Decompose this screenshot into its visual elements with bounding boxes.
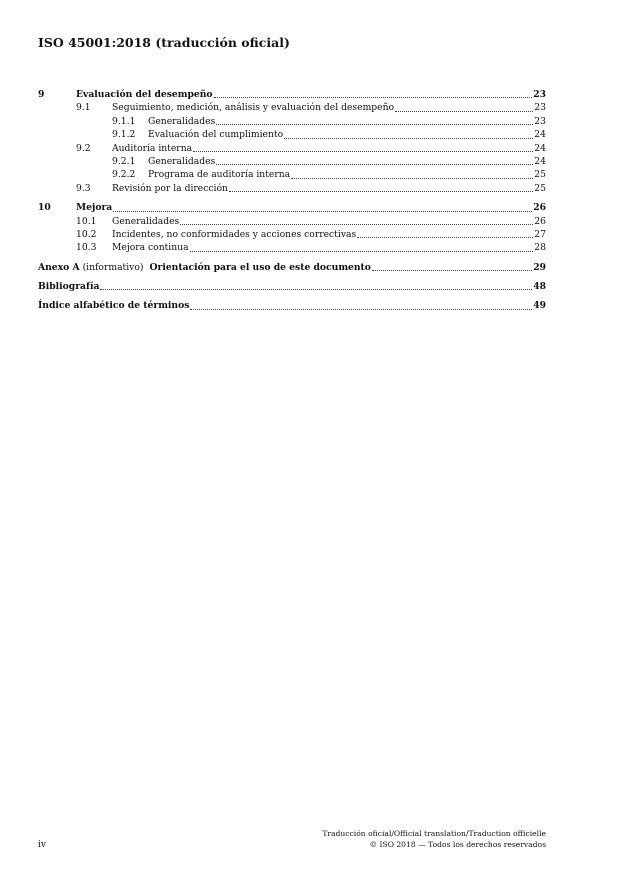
toc-entry-number: 10.1: [76, 215, 97, 227]
dot-leader: [395, 111, 533, 112]
dot-leader: [357, 237, 533, 238]
toc-entry-number: 10: [38, 202, 51, 214]
toc-entry-annex-a[interactable]: [38, 261, 546, 274]
toc-entry-page: 24: [534, 129, 546, 141]
toc-entry-page: 49: [533, 300, 546, 312]
toc-entry-title: Mejora: [76, 202, 113, 214]
dot-leader: [291, 178, 533, 179]
toc-entry-10-1[interactable]: [38, 215, 546, 228]
toc-entry-page: 23: [534, 115, 546, 127]
toc-entry-title: Mejora continua: [112, 242, 189, 254]
toc-entry-page: 23: [534, 102, 546, 114]
dot-leader: [190, 309, 532, 310]
dot-leader: [180, 224, 533, 225]
toc-entry-title: Auditoría interna: [112, 142, 193, 154]
dot-leader: [216, 124, 533, 125]
toc-entry-number: 10.3: [76, 242, 97, 254]
toc-entry-title: Generalidades: [148, 115, 216, 127]
toc-entry-page: 27: [534, 228, 546, 240]
toc-entry-title: Índice alfabético de términos: [38, 300, 190, 312]
dot-leader: [214, 97, 533, 98]
dot-leader: [216, 164, 533, 165]
toc-entry-title: Generalidades: [148, 155, 216, 167]
toc-entry-number: 9: [38, 89, 45, 100]
toc-entry-9-1-2[interactable]: [38, 128, 546, 141]
toc-entry-number: 9.3: [76, 182, 91, 194]
toc-entry-page: 25: [534, 182, 546, 194]
dot-leader: [193, 151, 533, 152]
toc-entry-title: Bibliografía: [38, 281, 100, 293]
toc-entry-9-1-1[interactable]: [38, 115, 546, 128]
toc-entry-number: 9.2.1: [112, 155, 136, 167]
dot-leader: [229, 191, 533, 192]
dot-leader: [190, 251, 533, 252]
dot-leader: [284, 138, 533, 139]
footer-copyright-block: [322, 829, 546, 850]
toc-entry-page: 26: [534, 215, 546, 227]
toc-entry-number: 10.2: [76, 228, 97, 240]
toc-entry-9-2-2[interactable]: [38, 168, 546, 181]
toc-entry-page: 29: [533, 261, 546, 273]
toc-entry-10-3[interactable]: [38, 241, 546, 254]
toc-entry-title: Programa de auditoría interna: [148, 169, 291, 181]
toc-entry-page: 28: [534, 242, 546, 254]
document-header-title: ISO 45001:2018 (traducción oficial): [38, 35, 290, 50]
footer-copyright-line: © ISO 2018 — Todos los derechos reservados: [369, 839, 546, 849]
toc-entry-page: 23: [533, 89, 546, 100]
toc-entry-10[interactable]: [38, 201, 546, 214]
toc-entry-page: 26: [533, 202, 546, 214]
toc-entry-number: 9.1.1: [112, 115, 136, 127]
toc-entry-title: Generalidades: [112, 215, 180, 227]
toc-entry-10-2[interactable]: [38, 228, 546, 241]
dot-leader: [113, 211, 532, 212]
toc-entry-page: 24: [534, 142, 546, 154]
annex-label: Anexo A: [38, 261, 80, 273]
toc-entry-number: 9.1.2: [112, 129, 136, 141]
toc-entry-indice[interactable]: [38, 299, 546, 312]
dot-leader: [100, 289, 532, 290]
toc-entry-9-2-1[interactable]: [38, 155, 546, 168]
toc-entry-number: 9.2: [76, 142, 91, 154]
toc-entry-number: 9.2.2: [112, 169, 136, 181]
toc-entry-title: Revisión por la dirección: [112, 182, 228, 194]
dot-leader: [372, 270, 532, 271]
toc-entry-title: Incidentes, no conformidades y acciones correctivas: [112, 228, 357, 240]
toc-entry-page: 24: [534, 155, 546, 167]
toc-entry-title: Seguimiento, medición, análisis y evaluación del desempeño: [112, 102, 395, 114]
page-number: iv: [38, 840, 46, 850]
toc-entry-9[interactable]: [38, 88, 546, 101]
toc-entry-page: 48: [533, 281, 546, 293]
toc-entry-9-2[interactable]: [38, 142, 546, 155]
toc-entry-page: 25: [534, 169, 546, 181]
toc-entry-9-3[interactable]: [38, 182, 546, 195]
toc-entry-number: 9.1: [76, 102, 91, 114]
toc-entry-title: Evaluación del desempeño: [76, 89, 213, 100]
annex-info: (informativo): [82, 261, 144, 273]
toc-entry-title: Orientación para el uso de este documento: [149, 261, 371, 273]
toc-entry-9-1[interactable]: [38, 101, 546, 114]
table-of-contents: [38, 88, 546, 313]
footer-translation-line: Traducción oficial/Official translation/Traduction officielle: [322, 829, 546, 838]
toc-entry-title: Evaluación del cumplimiento: [148, 129, 284, 141]
toc-entry-bibliografia[interactable]: [38, 280, 546, 293]
